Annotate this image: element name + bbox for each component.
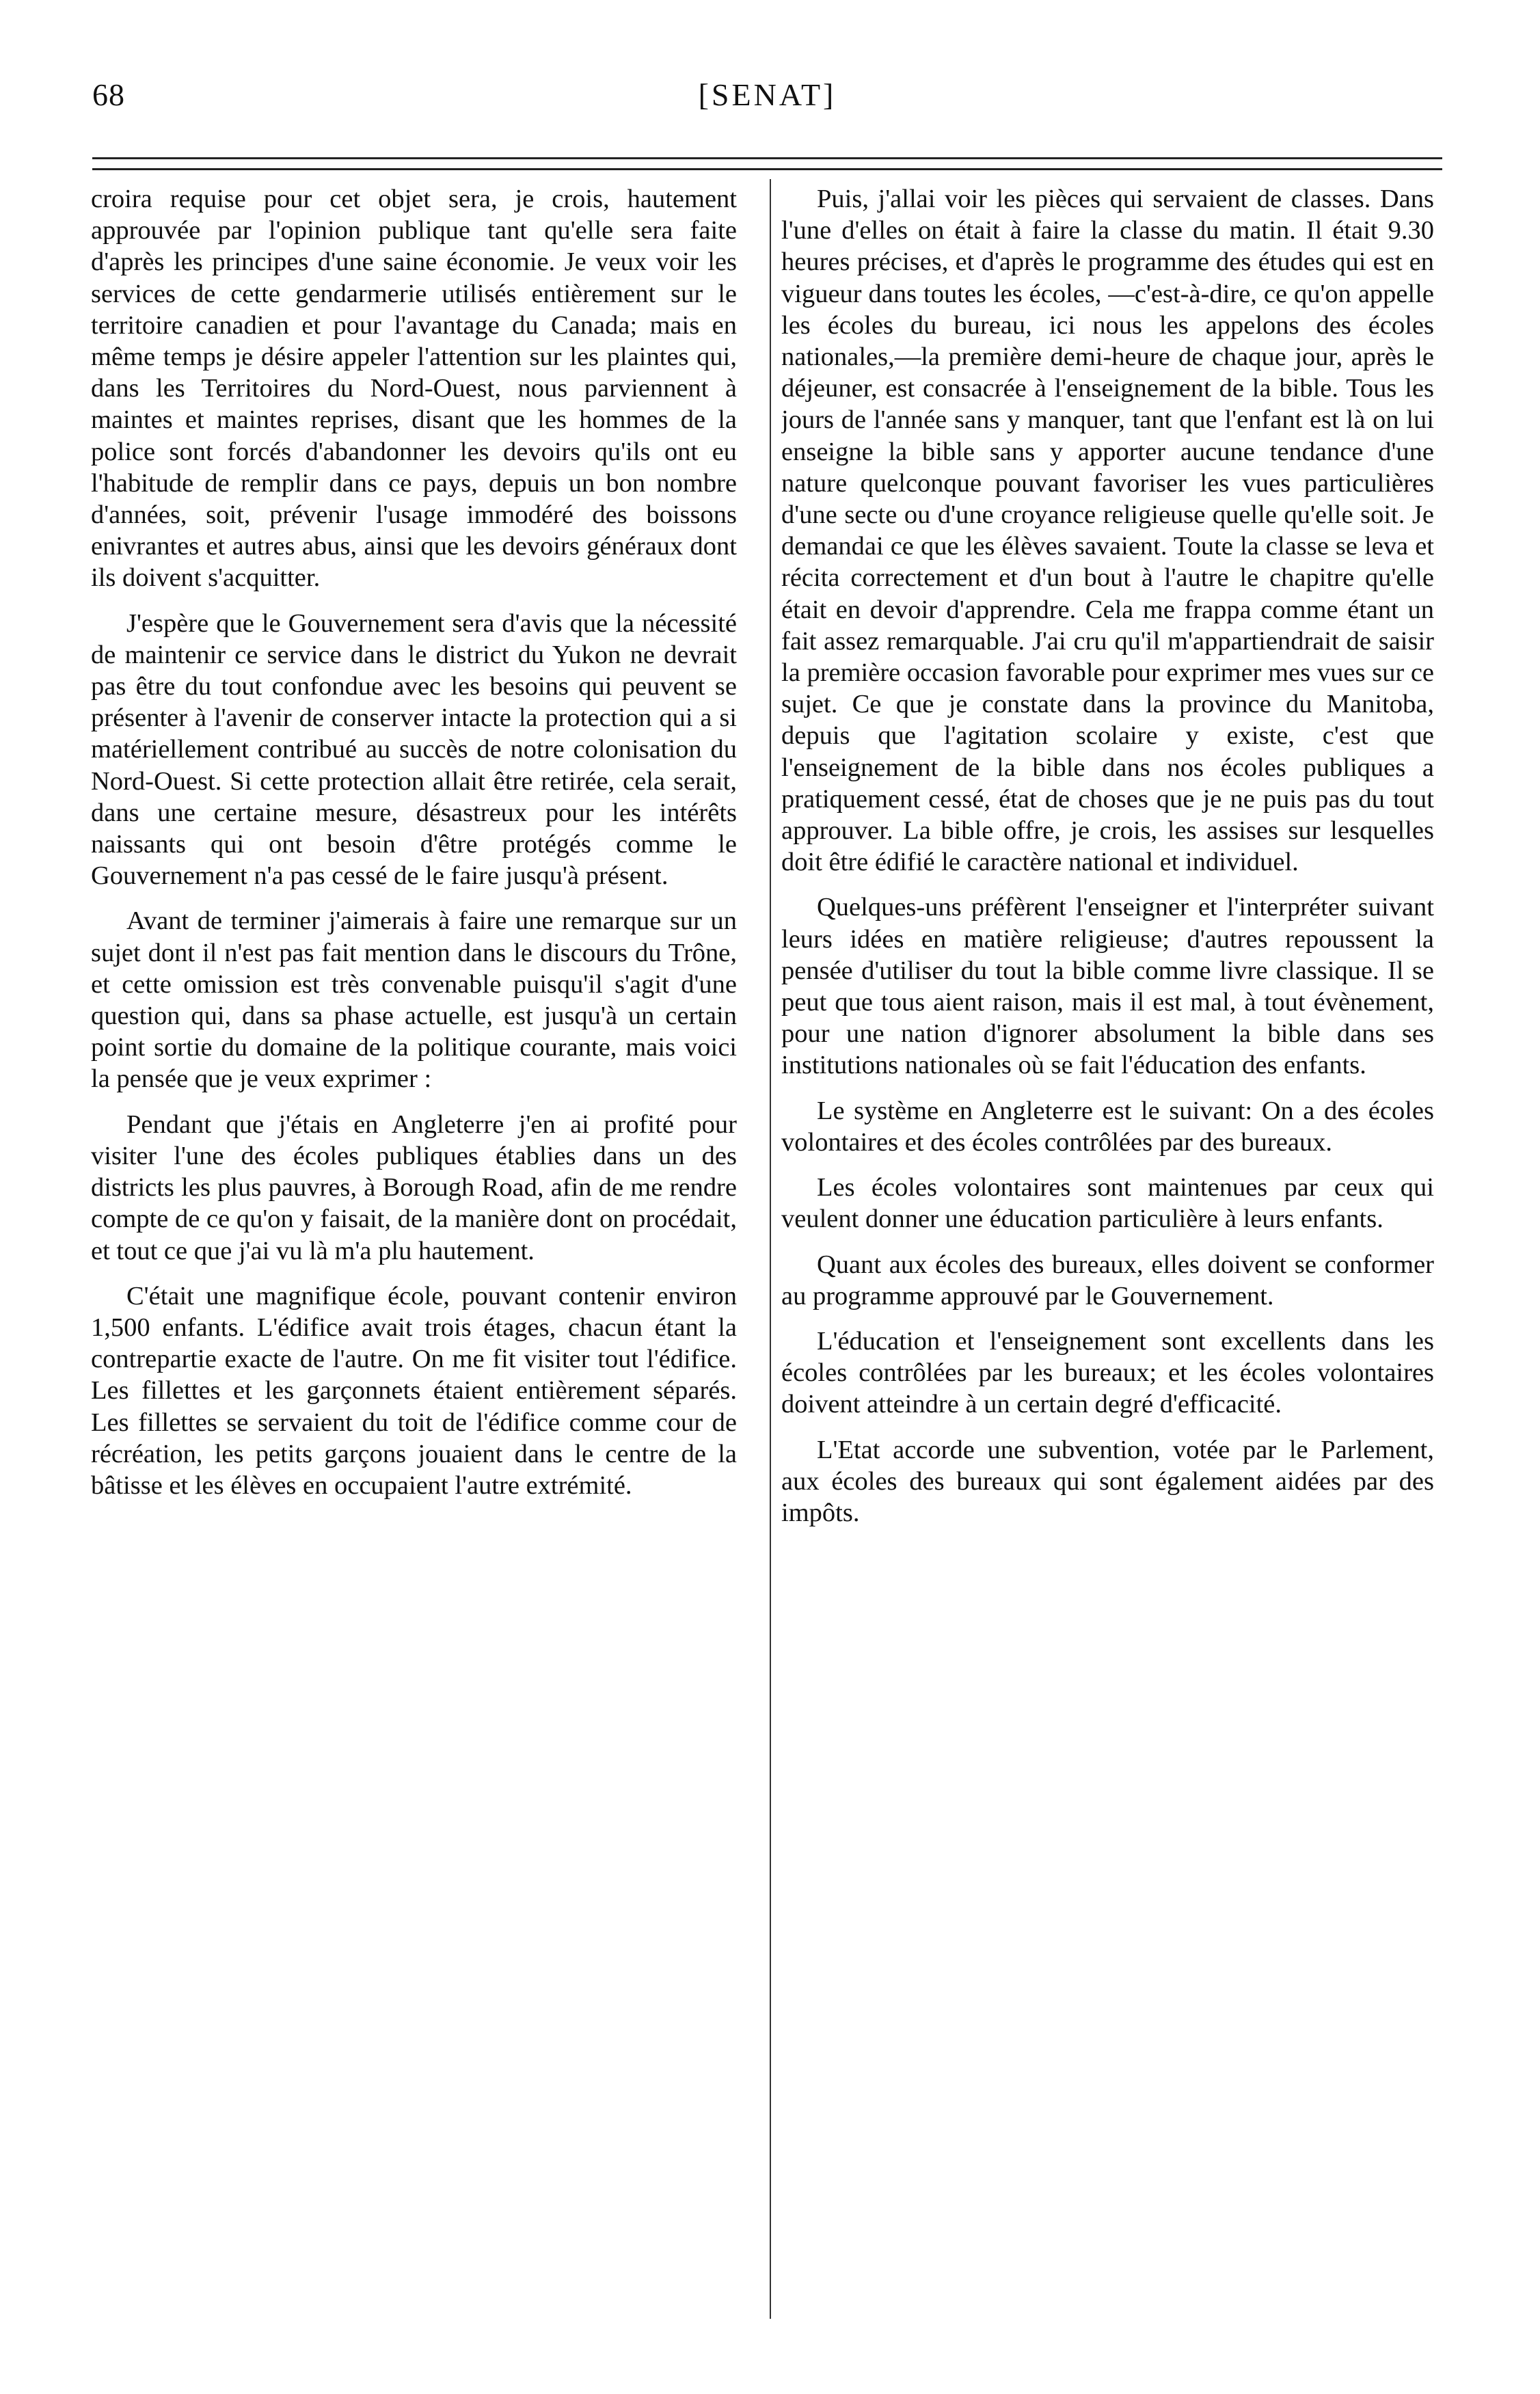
left-column [91,183,737,2316]
right-paragraph-4: Les écoles volontaires sont maintenues par ceux qui veulent donner une éducation particulière à leurs enfants. [781,1173,1434,1234]
left-paragraph-4: Pendant que j'étais en Angleterre j'en ai profité pour visiter l'une des écoles publiques établies dans un des districts les plus pauvres, à Borough Road, afin de me rendre compte de ce qu'on y faisait, de la manière dont on procédait, et tout ce que j'ai vu là m'a plu hautement. [91,1109,737,1265]
column-divider [770,179,771,2319]
right-paragraph-6: L'éducation et l'enseignement sont excellents dans les écoles contrôlées par les bureaux; et les écoles volontaires doivent atteindre à un certain degré d'efficacité. [781,1326,1434,1419]
right-column [781,183,1434,2316]
left-paragraph-1: croira requise pour cet objet sera, je crois, hautement approuvée par l'opinion publique tant qu'elle sera faite d'après les principes d'une saine économie. Je veux voir les services de cette gendarmerie utilisés entièrement sur le territoire canadien et pour l'avantage du Canada; mais en même temps je désire appeler l'attention sur les plaintes qui, dans les Territoires du Nord-Ouest, nous parviennent à maintes et maintes reprises, disant que les hommes de la police sont forcés d'abandonner les devoirs qu'ils ont eu l'habitude de remplir dans ce pays, depuis un bon nombre d'années, soit, prévenir l'usage immodéré des boissons enivrantes et autres abus, ainsi que les devoirs généraux dont ils doivent s'acquitter. [91,185,737,593]
page-header [92,68,1442,123]
header-rule-bottom [92,168,1442,170]
right-paragraph-2: Quelques-uns préfèrent l'enseigner et l'interpréter suivant leurs idées en matière religieuse; d'autres repoussent la pensée d'utiliser du tout la bible comme livre classique. Il se peut que tous aient raison, mais il est mal, à tout évènement, pour une nation d'ignorer absolument la bible dans ses institutions nationales où se fait l'éducation des enfants. [781,893,1434,1080]
right-paragraph-7: L'Etat accorde une subvention, votée par le Parlement, aux écoles des bureaux qui sont également aidées par des impôts. [781,1435,1434,1527]
left-paragraph-5: C'était une magnifique école, pouvant contenir environ 1,500 enfants. L'édifice avait trois étages, chacun étant la contrepartie exacte de l'autre. On me fit visiter tout l'édifice. Les fillettes et les garçonnets étaient entièrement séparés. Les fillettes se servaient du toit de l'édifice comme cour de récréation, les petits garçons jouaient dans le centre de la bâtisse et les élèves en occupaient l'autre extrémité. [91,1281,737,1500]
right-paragraph-1: Puis, j'allai voir les pièces qui servaient de classes. Dans l'une d'elles on était à faire la classe du matin. Il était 9.30 heures précises, et d'après le programme des études qui est en vigueur dans toutes les écoles, —c'est-à-dire, ce qu'on appelle les écoles du bureau, ici nous les appelons des écoles nationales,—la première demi-heure de chaque jour, après le déjeuner, est consacrée à l'enseignement de la bible. Tous les jours de l'année sans y manquer, tant que l'enfant est là on lui enseigne la bible sans y apporter aucune tendance d'une nature quelconque pouvant favoriser les vues particulières d'une secte ou d'une croyance religieuse quelle qu'elle soit. Je demandai ce que les élèves savaient. Toute la classe se leva et récita correctement et d'un bout à l'autre le chapitre qu'elle était en devoir d'apprendre. Cela me frappa comme étant un fait assez remarquable. J'ai cru qu'il m'appartiendrait de saisir la première occasion favorable pour exprimer mes vues sur ce sujet. Ce que je constate dans la province du Manitoba, depuis que l'agitation scolaire y existe, c'est que l'enseignement de la bible dans nos écoles publiques a pratiquement cessé, état de choses que je ne puis pas du tout approuver. La bible offre, je crois, les assises sur lesquelles doit être édifié le caractère national et individuel. [781,185,1434,877]
right-paragraph-5: Quant aux écoles des bureaux, elles doivent se conformer au programme approuvé par le Gouvernement. [781,1250,1434,1310]
header-rule-top [92,157,1442,159]
running-head: [SENAT] [698,77,837,112]
left-paragraph-2: J'espère que le Gouvernement sera d'avis que la nécessité de maintenir ce service dans le district du Yukon ne devrait pas être du tout confondue avec les besoins qui peuvent se présenter à l'avenir de conserver intacte la protection qui a si matériellement contribué au succès de notre colonisation du Nord-Ouest. Si cette protection allait être retirée, cela serait, dans une certaine mesure, désastreux pour les intérêts naissants qui ont besoin d'être protégés comme le Gouvernement n'a pas cessé de le faire jusqu'à présent. [91,608,737,891]
right-paragraph-3: Le système en Angleterre est le suivant: On a des écoles volontaires et des écoles contrôlées par des bureaux. [781,1096,1434,1157]
left-paragraph-3: Avant de terminer j'aimerais à faire une remarque sur un sujet dont il n'est pas fait mention dans le discours du Trône, et cette omission est très convenable puisqu'il s'agit d'une question qui, dans sa phase actuelle, est jusqu'à un certain point sortie du domaine de la politique courante, mais voici la pensée que je veux exprimer : [91,906,737,1094]
page-number: 68 [92,77,125,112]
